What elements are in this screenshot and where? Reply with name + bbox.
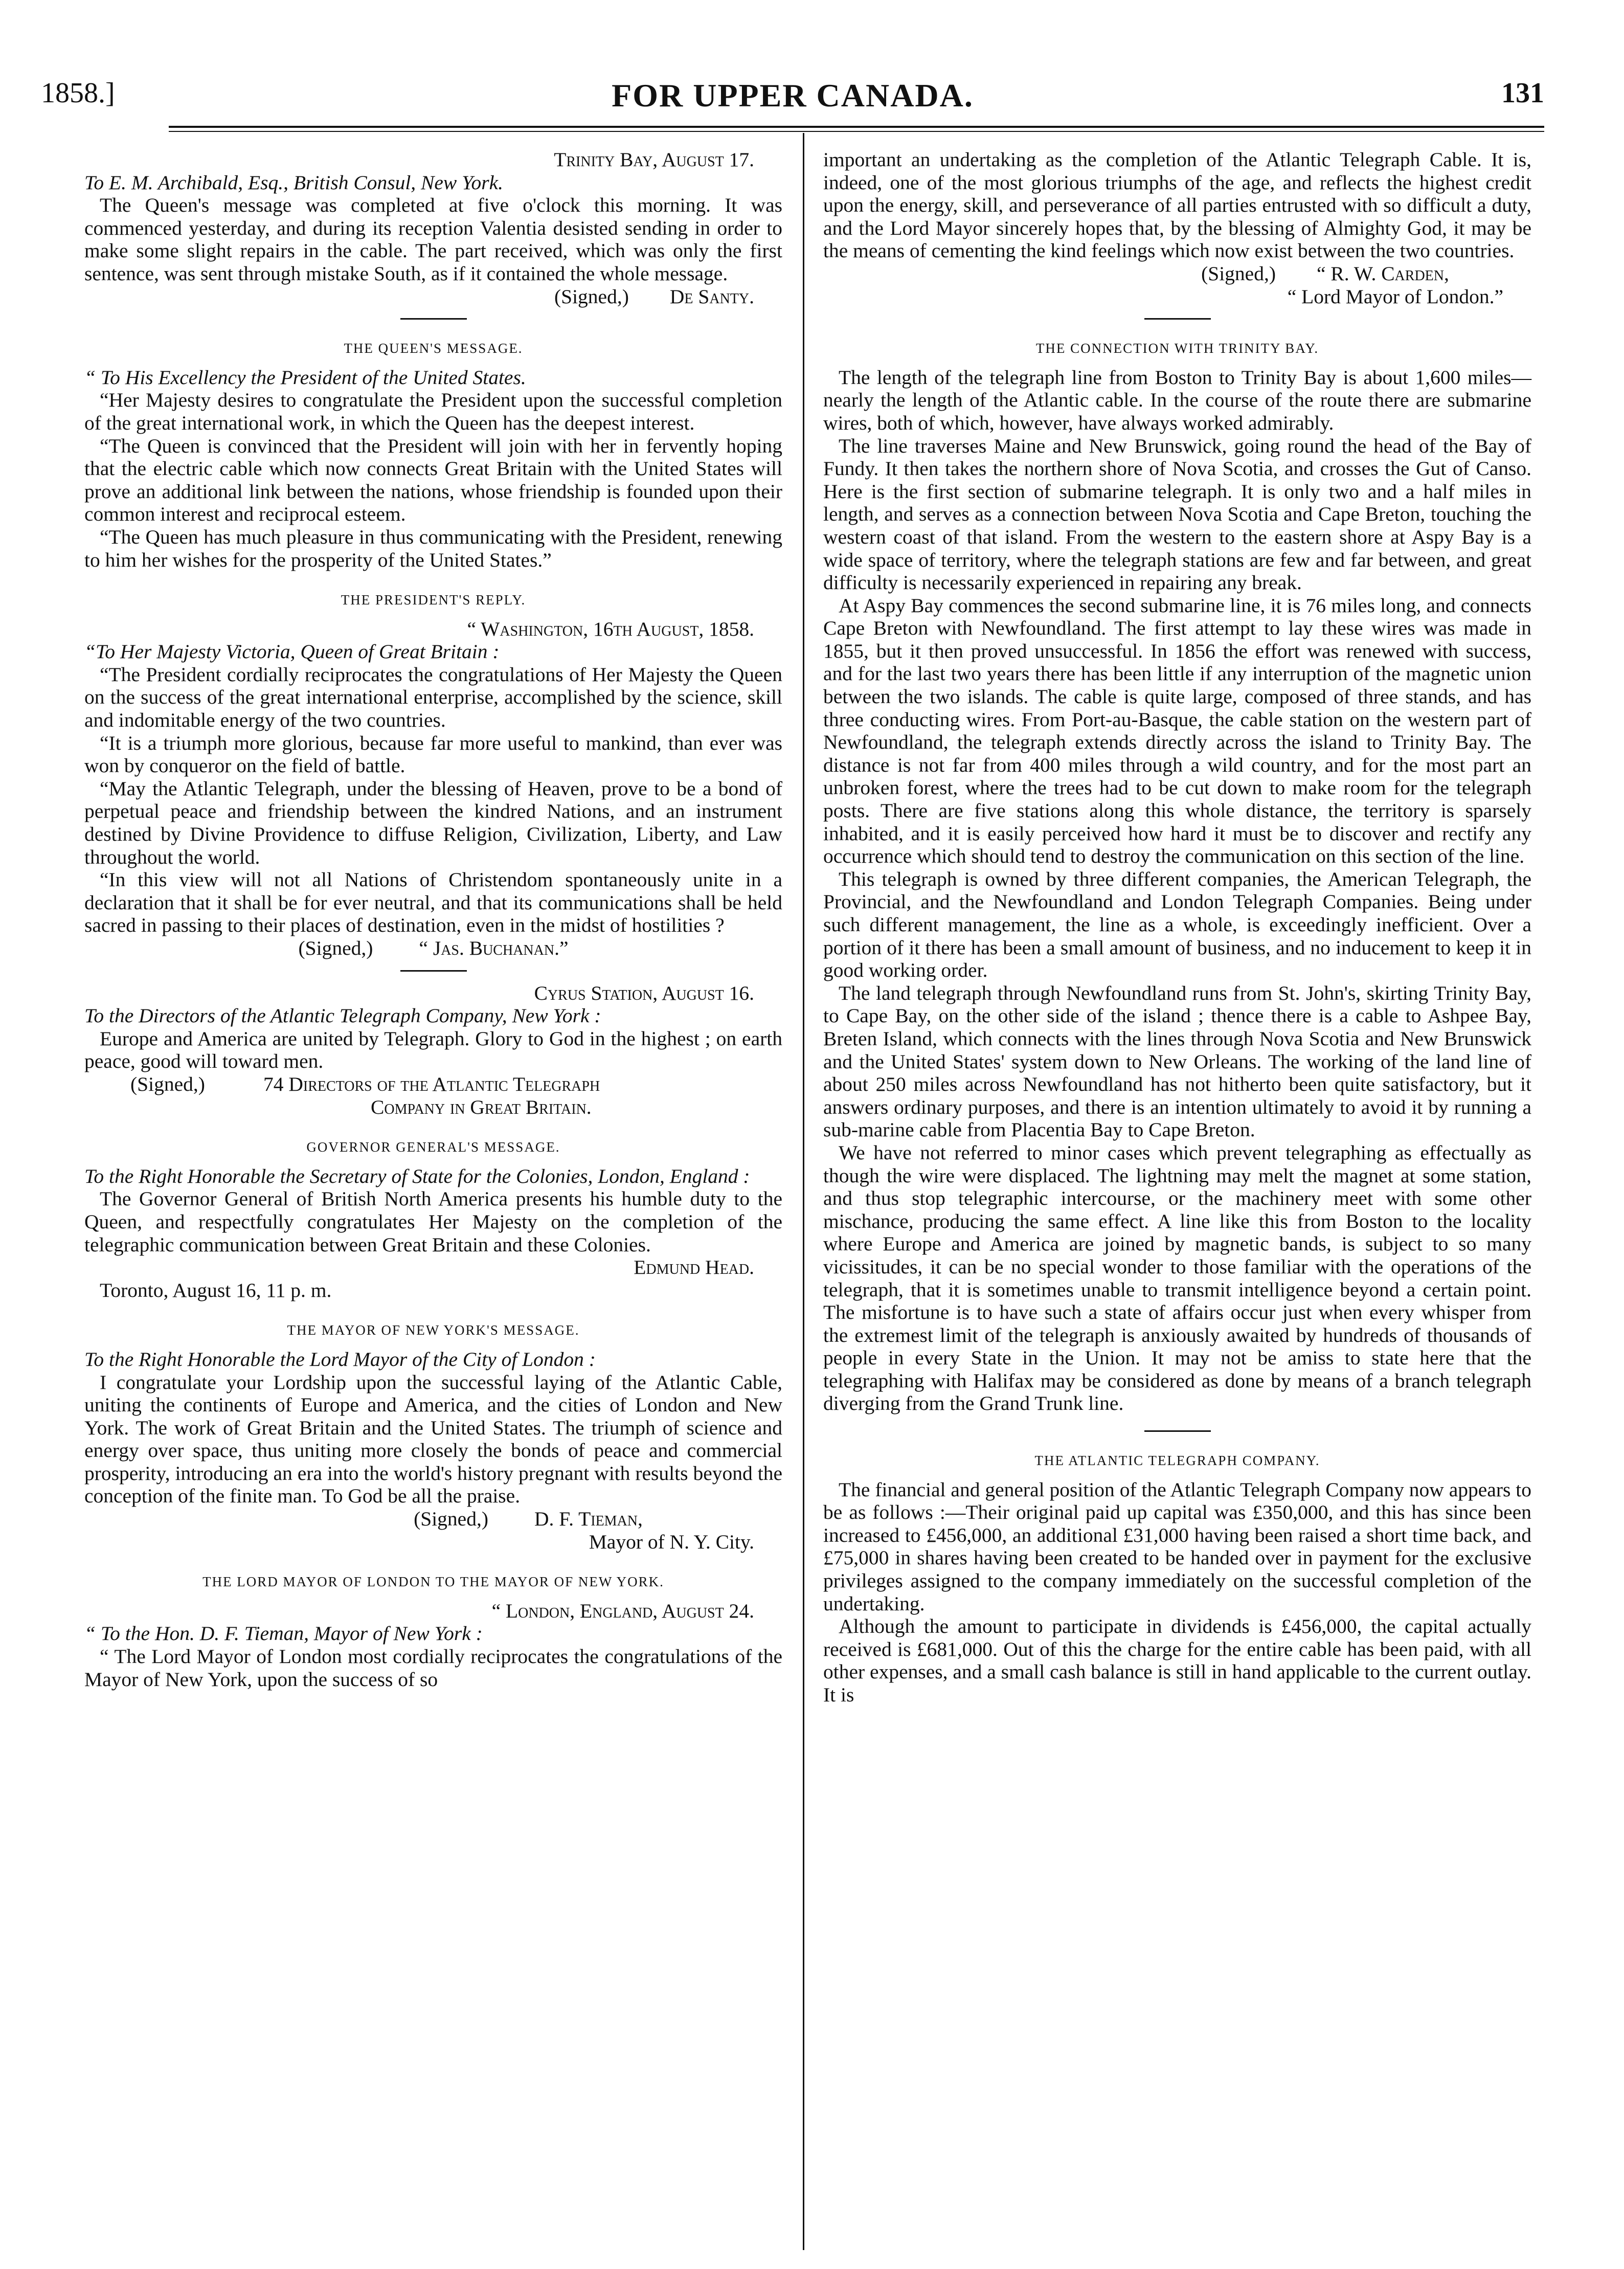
paragraph: The line traverses Maine and New Brunswick, going round the head of the Bay of Fundy. It then takes the northern shore of Nova Scotia, and crosses the Gut of Canso. Here is the first section of submarine telegraph. It is only two and a half miles in length, and serves as a connection between Nova Scotia and Cape Breton, touching the western coast of that island. From the western to the eastern shore at Aspy Bay is a wide space of territory, where the telegraph stations are few and far between, and great difficulty is necessarily experienced in repairing any break. (823, 434, 1531, 594)
signer-name: “ Jas. Buchanan.” (419, 937, 569, 959)
signed-label: (Signed,) (130, 1072, 205, 1095)
signer-name: D. F. Tieman, (534, 1508, 643, 1531)
signed-label: (Signed,) (1201, 262, 1276, 285)
addressee-directors: To the Directors of the Atlantic Telegraph Company, New York : (84, 1004, 601, 1027)
header-rule-thin (169, 131, 1544, 132)
signature-buchanan (84, 937, 782, 960)
paragraph: “The Queen has much pleasure in thus communicating with the President, renewing to him her wishes for the prosperity of the United States.” (84, 525, 782, 571)
paragraph: The land telegraph through Newfoundland runs from St. John's, skirting Trinity Bay, to Cape Bay, on the other side of the island ; thence there is a cable to Ashpee Bay, Breten Island, which connects with the lines through Nova Scotia and New Brunswick and the United States' system down to New Orleans. The working of the land line of about 250 miles across Newfoundland has not hitherto been quite satisfactory, but it answers ordinary purposes, and there is an intention ultimately to avoid it by running a sub-marine cable from Placentia Bay to Cape Breton. (823, 981, 1531, 1141)
section-rule (1144, 1430, 1211, 1432)
heading-presidents-reply: THE PRESIDENT'S REPLY. (341, 592, 526, 608)
paragraph: I congratulate your Lordship upon the successful laying of the Atlantic Cable, uniting the continents of Europe and America, and the cities of London and New York. The work of Great Britain and the United States. The triumph of science and energy over space, thus uniting more closely the bonds of peace and commercial prosperity, introducing an era into the world's history pregnant with results beyond the conception of the finite man. To God be all the praise. (84, 1371, 782, 1508)
paragraph: “It is a triumph more glorious, because far more useful to mankind, than ever was won by conqueror on the field of battle. (84, 731, 782, 777)
signer-name-cont: Company in Great Britain. (371, 1095, 592, 1118)
paragraph: The length of the telegraph line from Boston to Trinity Bay is about 1,600 miles—nearly the length of the Atlantic cable. In the course of the route there are submarine wires, both of which, however, have always worked admirably. (823, 366, 1531, 434)
paragraph: The Queen's message was completed at five o'clock this morning. It was commenced yesterday, and during its reception Valentia desisted sending in order to make some slight repairs in the cable. The part received, which was only the first sentence, was sent through mistake South, as if it contained the whole message. (84, 194, 782, 285)
signer-name: De Santy. (669, 285, 754, 308)
paragraph: “The Queen is convinced that the President will join with her in fervently hoping that the electric cable which now connects Great Britain with the United States will prove an additional link between the nations, whose friendship is founded upon their common interest and reciprocal esteem. (84, 434, 782, 526)
signer-edmund-head: Edmund Head. (634, 1256, 754, 1279)
dateline-washington: “ Washington, 16th August, 1858. (467, 617, 754, 640)
dateline-trinity: Trinity Bay, August 17. (554, 148, 754, 171)
addressee-queen: “To Her Majesty Victoria, Queen of Great Britain : (84, 640, 500, 663)
heading-lord-mayor-london: THE LORD MAYOR OF LONDON TO THE MAYOR OF NEW YORK. (202, 1574, 664, 1590)
signer-title: Mayor of N. Y. City. (589, 1530, 754, 1553)
left-column (84, 148, 782, 1691)
signature-carden (823, 262, 1531, 285)
signature-tieman (84, 1508, 782, 1531)
column-separator (803, 133, 804, 2250)
place-date: Toronto, August 16, 11 p. m. (100, 1278, 332, 1301)
signature-directors (84, 1073, 782, 1118)
signed-label: (Signed,) (298, 937, 373, 959)
paragraph: This telegraph is owned by three different companies, the American Telegraph, the Provincial, and the Newfoundland and London Telegraph Companies. Being under such different management, the line as a whole, is exceedingly inefficient. Over a portion of it there has been a small amount of business, and no inducement to keep it in good working order. (823, 867, 1531, 982)
paragraph: Europe and America are united by Telegraph. Glory to God in the highest ; on earth peace, good will toward men. (84, 1027, 782, 1073)
heading-atlantic-telegraph-company: THE ATLANTIC TELEGRAPH COMPANY. (1034, 1453, 1320, 1469)
paragraph: We have not referred to minor cases which prevent telegraphing as effectually as though the wire were displaced. The lightning may melt the magnet at some station, and thus stop telegraphic intercourse, or the machinery meet with some other mischance, producing the same effect. A line like this from Boston to the locality where Europe and America are joined by magnetic bands, is subject to so many vicissitudes, it can be no special wonder to those familiar with the operations of the telegraph, that it is sometimes unable to transmit intelligence beyond a certain point. The misfortune is to have such a state of affairs occur just when every whisper from the extremest limit of the telegraph is anxiously awaited by hundreds of thousands of people in every State in the Union. It may not be amiss to state here that the telegraphing with Halifax may be considered as done by means of a branch telegraph diverging from the Grand Trunk line. (823, 1141, 1531, 1415)
addressee-secretary: To the Right Honorable the Secretary of State for the Colonies, London, England : (84, 1164, 750, 1187)
paragraph: “May the Atlantic Telegraph, under the blessing of Heaven, prove to be a bond of perpetual peace and friendship between the kindred Nations, and an instrument destined by Divine Providence to diffuse Religion, Civilization, Liberty, and Law throughout the world. (84, 777, 782, 868)
dateline-cyrus-station: Cyrus Station, August 16. (534, 981, 754, 1004)
paragraph: Although the amount to participate in dividends is £456,000, the capital actually received is £681,000. Out of this the charge for the entire cable has been paid, with all other expenses, and a small cash balance is still in hand applicable to the current outlay. It is (823, 1615, 1531, 1706)
paragraph: The Governor General of British North America presents his humble duty to the Queen, and respectfully congratulates Her Majesty on the completion of the telegraphic communication between Great Britain and these Colonies. (84, 1187, 782, 1256)
addressee-archibald: To E. M. Archibald, Esq., British Consul, New York. (84, 171, 504, 194)
paragraph: The financial and general position of the Atlantic Telegraph Company now appears to be as follows :—Their original paid up capital was £350,000, and this has since been increased to £456,000, an additional £31,000 having been raised a short time back, and £75,000 in shares having been created to be handed over in payment for the exclusive privileges assigned to the company immediately on the successful completion of the undertaking. (823, 1478, 1531, 1615)
paragraph: At Aspy Bay commences the second submarine line, it is 76 miles long, and connects Cape Breton with Newfoundland. The first attempt to lay these wires was made in 1855, but it then proved unsuccessful. In 1856 the effort was renewed with success, and for the last two years there has been little if any interruption of the magnetic union between the two islands. The cable is quite large, composed of three stands, and has three conducting wires. From Port-au-Basque, the cable station on the western part of Newfoundland, the telegraph extends directly across the island to Trinity Bay. The distance is not far from 400 miles through a wild country, and for the most part an unbroken forest, where the trees had to be cut down to make room for the telegraph posts. There are five stations along this whole distance, the territory is sparsely inhabited, and it is easily perceived how hard it must be to discover and rectify any occurrence which should tend to destroy the communication on this section of the line. (823, 594, 1531, 868)
page-number: 131 (1501, 77, 1544, 109)
signer-title: “ Lord Mayor of London.” (1287, 285, 1503, 308)
dateline-london: “ London, England, August 24. (491, 1599, 754, 1622)
signed-label: (Signed,) (554, 285, 629, 308)
running-header (41, 77, 1544, 113)
paragraph: important an undertaking as the completion of the Atlantic Telegraph Cable. It is, indeed, one of the most glorious triumphs of the age, and reflects the highest credit upon the energy, skill, and perseverance of all parties entrusted with so difficult a duty, and the Lord Mayor sincerely hopes that, by the blessing of Almighty God, it may be the means of cementing the kind feelings which now exist between the two countries. (823, 148, 1531, 262)
paragraph: “ The Lord Mayor of London most cordially reciprocates the congratulations of the Mayor of New York, upon the success of so (84, 1645, 782, 1691)
paragraph: “Her Majesty desires to congratulate the President upon the successful completion of the great international work, in which the Queen has the deepest interest. (84, 389, 782, 434)
signer-name: “ R. W. Carden, (1317, 262, 1449, 285)
signature-de-santy (84, 285, 782, 308)
section-rule (400, 318, 467, 320)
section-rule (400, 970, 467, 972)
heading-mayor-new-york: THE MAYOR OF NEW YORK'S MESSAGE. (287, 1322, 580, 1338)
header-year: 1858.] (41, 77, 115, 109)
header-rule-thick (169, 126, 1544, 128)
right-column (823, 148, 1531, 1706)
paragraph: “In this view will not all Nations of Christendom spontaneously unite in a declaration that it shall be for ever neutral, and that its communications shall be held sacred in passing to their places of destination, even in the midst of hostilities ? (84, 868, 782, 937)
heading-governor-message: GOVERNOR GENERAL'S MESSAGE. (306, 1139, 560, 1155)
section-rule (1144, 318, 1211, 320)
signer-name: 74 Directors of the Atlantic Telegraph (263, 1072, 600, 1095)
paragraph: “The President cordially reciprocates the congratulations of Her Majesty the Queen on the success of the great international enterprise, accomplished by the science, skill and indomitable energy of the two countries. (84, 663, 782, 732)
signed-label: (Signed,) (414, 1508, 488, 1531)
header-title: FOR UPPER CANADA. (612, 77, 974, 114)
addressee-tieman: “ To the Hon. D. F. Tieman, Mayor of New York : (84, 1622, 483, 1645)
addressee-lord-mayor: To the Right Honorable the Lord Mayor of the City of London : (84, 1347, 596, 1371)
heading-queens-message: THE QUEEN'S MESSAGE. (344, 341, 523, 356)
heading-connection-trinity-bay: THE CONNECTION WITH TRINITY BAY. (1035, 341, 1319, 356)
addressee-president: “ To His Excellency the President of the United States. (84, 366, 526, 389)
